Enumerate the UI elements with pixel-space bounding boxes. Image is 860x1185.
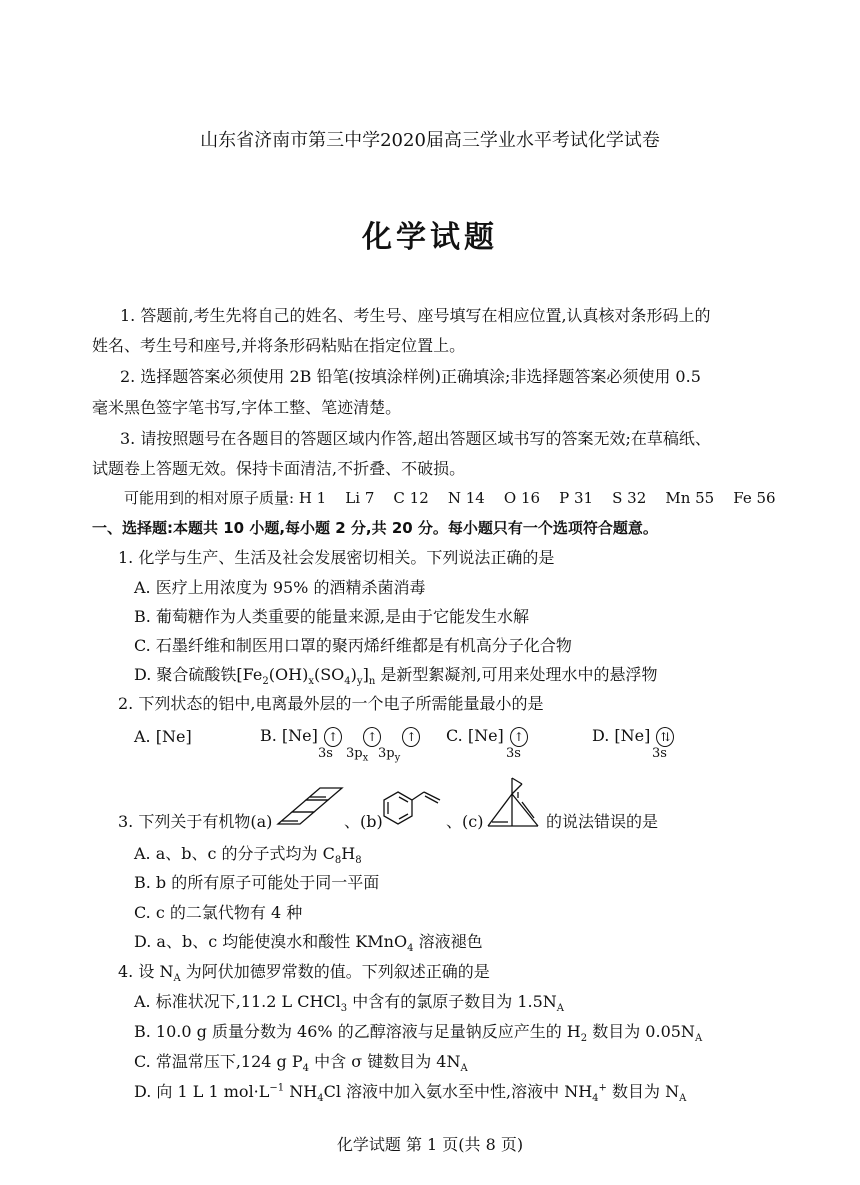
page-footer: 化学试题 第 1 页(共 8 页) [336, 1135, 524, 1154]
q3-stem-b: 、(b) [344, 812, 383, 831]
orbital-up-icon: ↑ [324, 727, 342, 747]
q2-option-c [446, 726, 528, 747]
q3-option-a: A. a、b、c 的分子式均为 $C_8H_8$ [134, 844, 362, 867]
q4-option-c: C. 常温常压下,124 g $P_4$ 中含 σ 键数目为 $4N_A$ [134, 1052, 468, 1075]
q4-option-a: A. 标准状况下,11.2 L CHCl$_3$ 中含有的氯原子数目为 $1.5N_A$ [134, 992, 565, 1015]
label-3s: 3s [318, 746, 333, 761]
q1-d-post: 是新型絮凝剂,可用来处理水中的悬浮物 [375, 665, 658, 684]
orbital-up-icon: ↑ [363, 727, 381, 747]
orbital-up-icon: ↑ [510, 727, 528, 747]
q4-stem: 4. 设 $N_A$ 为阿伏加德罗常数的值。下列叙述正确的是 [118, 962, 490, 985]
q4-option-d: D. 向 1 L 1 $mol\cdot L^{-1}$ $NH_4Cl$ 溶液中加入氨水至中性,溶液中 $NH_4^+$ 数目为 $N_A$ [134, 1082, 687, 1105]
label-3s: 3s [506, 746, 521, 761]
notice-1b: 姓名、考生号和座号,并将条形码粘贴在指定位置上。 [92, 336, 466, 355]
cubane-like-structure-icon [274, 778, 346, 834]
q1-stem: 1. 化学与生产、生活及社会发展密切相关。下列说法正确的是 [118, 548, 555, 567]
notice-3a: 3. 请按照题号在各题目的答题区域内作答,超出答题区域书写的答案无效;在草稿纸、 [120, 429, 711, 448]
styrene-structure-icon [376, 784, 446, 834]
orbital-up-icon: ↑ [402, 727, 420, 747]
q3-option-c: C. c 的二氯代物有 4 种 [134, 903, 303, 922]
orbital-updown-icon: ⇅ [656, 727, 674, 747]
q1-d-pre: D. 聚合硫酸铁[Fe [134, 665, 263, 684]
q3-option-b: B. b 的所有原子可能处于同一平面 [134, 873, 380, 892]
notice-2a: 2. 选择题答案必须使用 2B 铅笔(按填涂样例)正确填涂;非选择题答案必须使用 0.5 [120, 367, 701, 386]
doc-title: 山东省济南市第三中学2020届高三学业水平考试化学试卷 [200, 130, 660, 151]
atomic-masses: 可能用到的相对原子质量: H 1 Li 7 C 12 N 14 O 16 P 31 S 32 Mn 55 Fe 56 [124, 489, 776, 507]
q3-option-d: D. a、b、c 均能使溴水和酸性 KMnO$_4$ 溶液褪色 [134, 932, 483, 955]
notice-1a: 1. 答题前,考生先将自己的姓名、考生号、座号填写在相应位置,认真核对条形码上的 [120, 306, 711, 325]
q4-option-b: B. 10.0 g 质量分数为 46% 的乙醇溶液与足量钠反应产生的 $H_2$ 数目为 $0.05N_A$ [134, 1022, 703, 1045]
q2-option-a: A. [Ne] [134, 727, 192, 746]
bicyclooctatriene-structure-icon [482, 772, 544, 834]
label-3px: $3p_x$ [346, 746, 369, 764]
q2-option-b [260, 726, 420, 747]
q3-stem-post: 的说法错误的是 [546, 812, 659, 831]
q3-stem-c: 、(c) [446, 812, 484, 831]
q1-option-b: B. 葡萄糖作为人类重要的能量来源,是由于它能发生水解 [134, 607, 530, 626]
q2-d-label: D. [Ne] [592, 726, 651, 745]
q1-option-d: D. 聚合硫酸铁$[Fe_2(OH)_x(SO_4)_y]_n$ 是新型絮凝剂,可用来处理水中的悬浮物 [134, 665, 658, 688]
q1-option-a: A. 医疗上用浓度为 95% 的酒精杀菌消毒 [134, 578, 426, 597]
q1-option-c: C. 石墨纤维和制医用口罩的聚丙烯纤维都是有机高分子化合物 [134, 636, 572, 655]
section-heading: 一、选择题:本题共 10 小题,每小题 2 分,共 20 分。每小题只有一个选项符合题意。 [92, 519, 658, 537]
notice-3b: 试题卷上答题无效。保持卡面清洁,不折叠、不破损。 [92, 459, 466, 478]
q2-b-label: B. [Ne] [260, 726, 318, 745]
q2-c-label: C. [Ne] [446, 726, 504, 745]
label-3py: $3p_y$ [378, 746, 401, 764]
label-3s: 3s [652, 746, 667, 761]
main-title: 化学试题 [362, 220, 498, 255]
notice-2b: 毫米黑色签字笔书写,字体工整、笔迹清楚。 [92, 398, 402, 417]
q3-stem-pre: 3. 下列关于有机物(a) [118, 812, 273, 831]
q2-option-d [592, 726, 674, 747]
q2-stem: 2. 下列状态的铝中,电离最外层的一个电子所需能量最小的是 [118, 694, 544, 713]
